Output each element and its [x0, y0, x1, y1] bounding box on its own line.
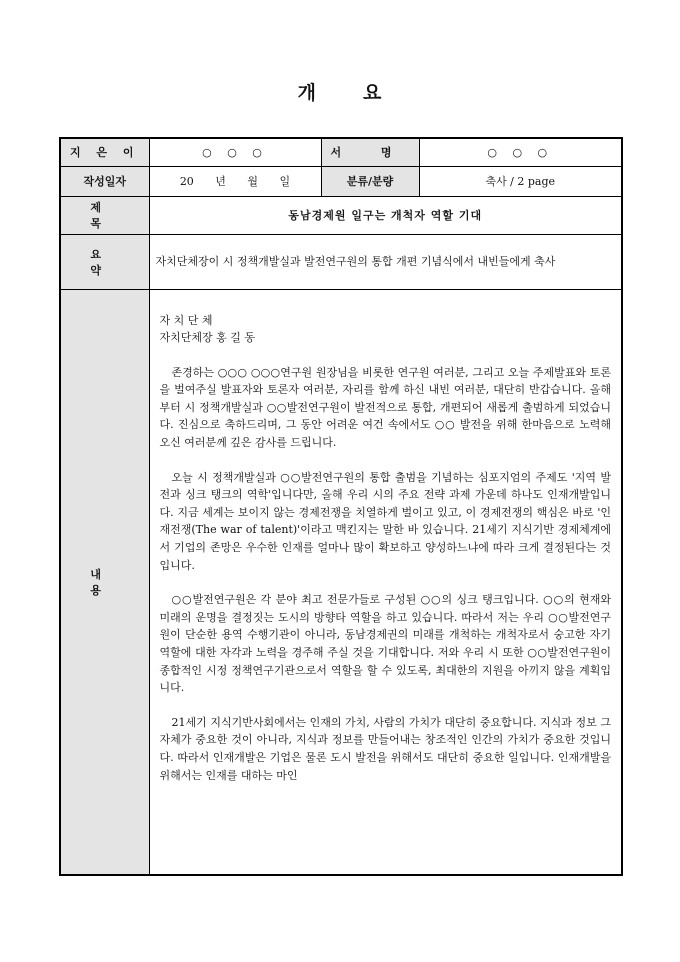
summary-label: 요 약: [60, 234, 149, 289]
category-label: 분류/분량: [321, 166, 419, 196]
summary-value[interactable]: 자치단체장이 시 정책개발실과 발전연구원의 통합 개편 기념식에서 내빈들에게 축사: [149, 234, 622, 289]
date-label: 작성일자: [60, 166, 149, 196]
content-body[interactable]: [149, 289, 622, 875]
author-value[interactable]: ○ ○ ○: [149, 138, 321, 166]
greeting-line-1: 자 치 단 체: [159, 313, 213, 327]
content-label: 내 용: [60, 289, 149, 875]
paragraph-4: 21세기 지식기반사회에서는 인재의 가치, 사람의 가치가 대단히 중요합니다. 지식과 정보 그 자체가 중요한 것이 아니라, 지식과 정보를 만들어내는 창조적인 인간의 가치가 중요한 것입니다. 따라서 인재개발은 기업은 물론 도시 발전을 위해서도 대단히 중요한 일입니다. 인재개발을 위해서는 인재를 대하는 마인: [159, 715, 611, 782]
paragraph-3: ○○발전연구원은 각 분야 최고 전문가들로 구성된 ○○의 싱크 탱크입니다. ○○의 현재와 미래의 운명을 결정짓는 도시의 방향타 역할을 하고 있습니다. 따라서 저는 우리 ○○발전연구원이 단순한 용역 수행기관이 아니라, 동남경제권의 미래를 개척하는 개척자로서 숭고한 자기 역할에 대한 자각과 노력을 경주해 주실 것을 기대합니다. 저와 우리 시 또한 ○○발전연구원이 종합적인 시정 정책연구기관으로서 역할을 할 수 있도록, 최대한의 지원을 아끼지 않을 계획입니다.: [159, 593, 611, 695]
content-row: [60, 289, 622, 875]
summary-form-table: [59, 137, 623, 876]
greeting-line-2: 자치단체장 홍 길 동: [159, 331, 255, 345]
title-char-2: 요: [363, 82, 383, 104]
author-row: [60, 138, 622, 166]
subject-label: 제 목: [60, 196, 149, 234]
date-value[interactable]: 20 년 월 일: [149, 166, 321, 196]
subject-row: [60, 196, 622, 234]
category-value[interactable]: 축사 / 2 page: [419, 166, 622, 196]
author-label: 지 은 이: [60, 138, 149, 166]
date-row: [60, 166, 622, 196]
subject-value[interactable]: 동남경제원 일구는 개척자 역할 기대: [149, 196, 622, 234]
signature-label: 서 명: [321, 138, 419, 166]
greeting-block: [160, 312, 612, 347]
summary-row: [60, 234, 622, 289]
document-title: [0, 78, 680, 105]
paragraph-2: 오늘 시 정책개발실과 ○○발전연구원의 통합 출범을 기념하는 심포지엄의 주제도 '지역 발전과 싱크 탱크의 역학'입니다만, 올해 우리 시의 주요 전략 과제 가운데 하나도 인재개발입니다. 지금 세계는 보이지 않는 경제전쟁을 치열하게 벌이고 있고, 이 경제전쟁의 핵심은 바로 '인재전쟁(The war of talent)'이라고 맥킨지는 말한 바 있습니다. 21세기 지식기반 경제체계에서 기업의 존망은 우수한 인재를 얼마나 많이 확보하고 양성하느냐에 따라 크게 결정된다는 것입니다.: [159, 470, 611, 572]
title-char-1: 개: [297, 82, 317, 104]
paragraph-1: 존경하는 ○○○ ○○○연구원 원장님을 비롯한 연구원 여러분, 그리고 오늘 주제발표와 토론을 벌여주실 발표자와 토론자 여러분, 자리를 함께 하신 내빈 여러분, 대단히 반갑습니다. 올해부터 시 정책개발실과 ○○발전연구원이 발전적으로 통합, 개편되어 새롭게 출범하게 되었습니다. 진심으로 축하드리며, 그 동안 어려운 여건 속에서도 ○○ 발전을 위해 한마음으로 노력해 오신 여러분께 깊은 감사를 드립니다.: [159, 365, 611, 450]
signature-value[interactable]: ○ ○ ○: [419, 138, 622, 166]
